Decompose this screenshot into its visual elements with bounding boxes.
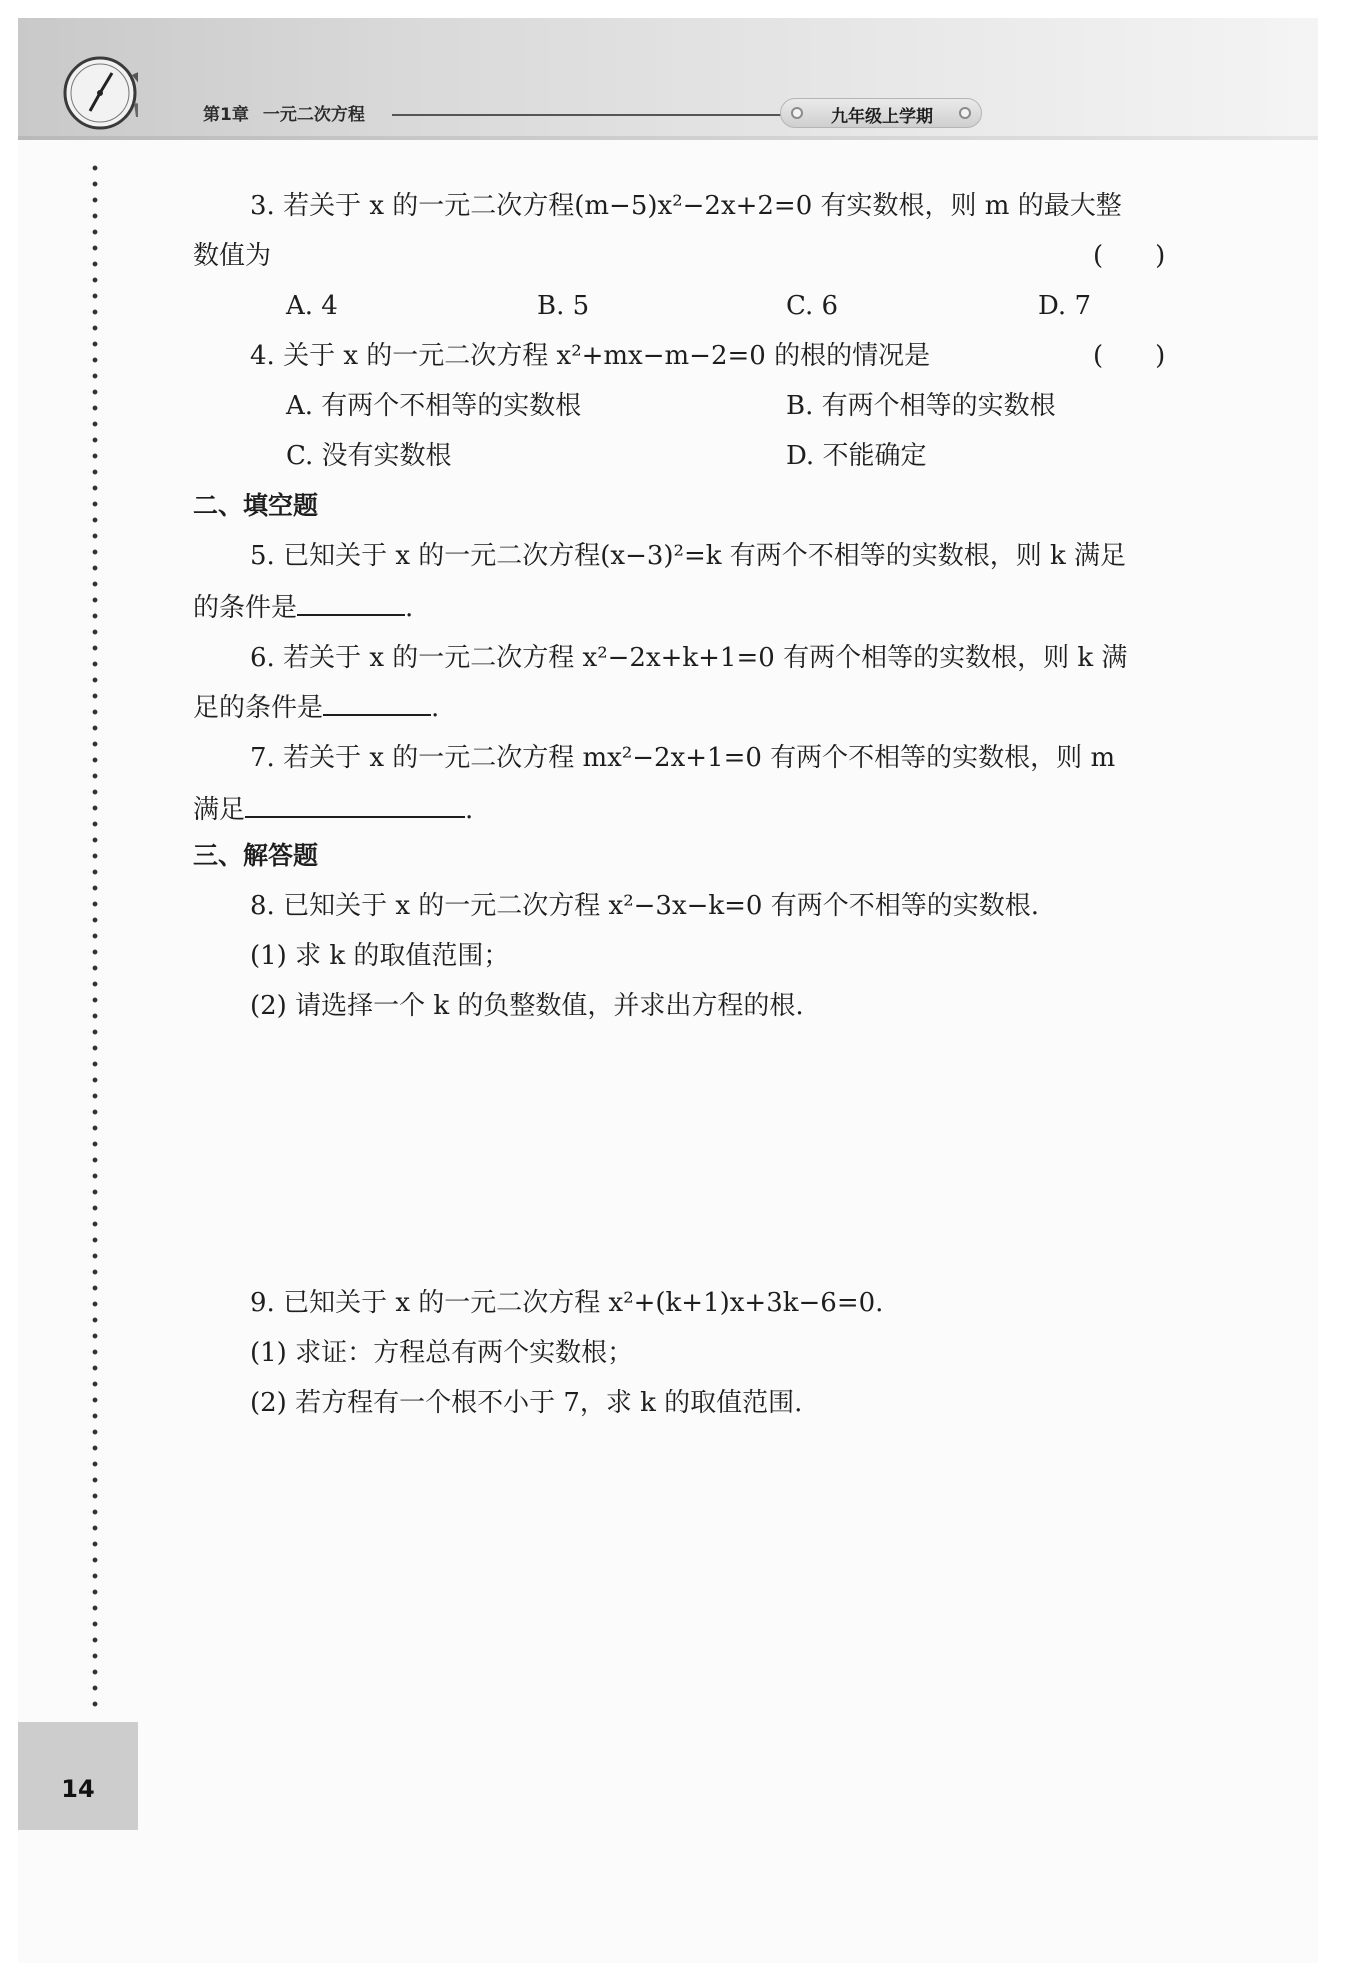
q4-option-a[interactable]: A. 有两个不相等的实数根 (286, 391, 582, 421)
right-dot-icon (959, 107, 971, 119)
q5-line2 (193, 590, 413, 626)
q3-line2: 数值为 (193, 241, 272, 271)
q4-line1: 4. 关于 x 的一元二次方程 x²+mx−m−2=0 的根的情况是 (250, 341, 931, 371)
q6-answer-blank[interactable] (323, 690, 431, 716)
compass-clock-icon (62, 55, 138, 131)
q4-option-b[interactable]: B. 有两个相等的实数根 (786, 391, 1056, 421)
q9-part1: (1) 求证：方程总有两个实数根； (250, 1338, 634, 1368)
q8-part1: (1) 求 k 的取值范围； (250, 941, 510, 971)
q5-line2-text: 的条件是 (193, 593, 298, 623)
section-solve-heading: 三、解答题 (193, 841, 319, 870)
q3-option-c[interactable]: C. 6 (786, 291, 839, 321)
q3-option-d[interactable]: D. 7 (1038, 291, 1091, 321)
grade-badge (780, 98, 982, 128)
q3-answer-paren[interactable]: ( ) (1093, 241, 1166, 271)
q4-answer-paren[interactable]: ( ) (1093, 341, 1166, 371)
section-fill-blank-heading: 二、填空题 (193, 491, 319, 520)
q7-line1: 7. 若关于 x 的一元二次方程 mx²−2x+1=0 有两个不相等的实数根，则 m (250, 743, 1116, 773)
q9-part2: (2) 若方程有一个根不小于 7，求 k 的取值范围. (250, 1388, 803, 1418)
q9-line1: 9. 已知关于 x 的一元二次方程 x²+(k+1)x+3k−6=0. (250, 1288, 884, 1318)
q3-option-a[interactable]: A. 4 (286, 291, 338, 321)
q7-line2-text: 满足 (193, 795, 246, 825)
q6-line2 (193, 690, 439, 726)
q3-line1: 3. 若关于 x 的一元二次方程(m−5)x²−2x+2=0 有实数根，则 m 的最大整 (250, 191, 1122, 221)
q3-option-b[interactable]: B. 5 (537, 291, 590, 321)
chapter-title: 一元二次方程 (262, 105, 365, 125)
q7-answer-blank[interactable] (245, 792, 465, 818)
q5-line1: 5. 已知关于 x 的一元二次方程(x−3)²=k 有两个不相等的实数根，则 k 满足 (250, 541, 1127, 571)
q6-line1: 6. 若关于 x 的一元二次方程 x²−2x+k+1=0 有两个相等的实数根，则 k 满 (250, 643, 1128, 673)
q5-answer-blank[interactable] (297, 590, 405, 616)
q5-period: . (405, 593, 414, 623)
binding-dotted-line (92, 160, 98, 1710)
q6-line2-text: 足的条件是 (193, 693, 324, 723)
header-chapter (203, 100, 365, 125)
grade-label: 九年级上学期 (831, 107, 933, 127)
header-rule (392, 114, 785, 116)
q7-line2 (193, 792, 473, 828)
chapter-number: 第1章 (203, 105, 249, 125)
page-number: 14 (61, 1775, 95, 1803)
q7-period: . (465, 795, 474, 825)
q8-line1: 8. 已知关于 x 的一元二次方程 x²−3x−k=0 有两个不相等的实数根. (250, 891, 1040, 921)
q6-period: . (431, 693, 440, 723)
q8-part2: (2) 请选择一个 k 的负整数值，并求出方程的根. (250, 991, 804, 1021)
q4-option-c[interactable]: C. 没有实数根 (286, 441, 452, 471)
left-dot-icon (791, 107, 803, 119)
q4-option-d[interactable]: D. 不能确定 (786, 441, 927, 471)
